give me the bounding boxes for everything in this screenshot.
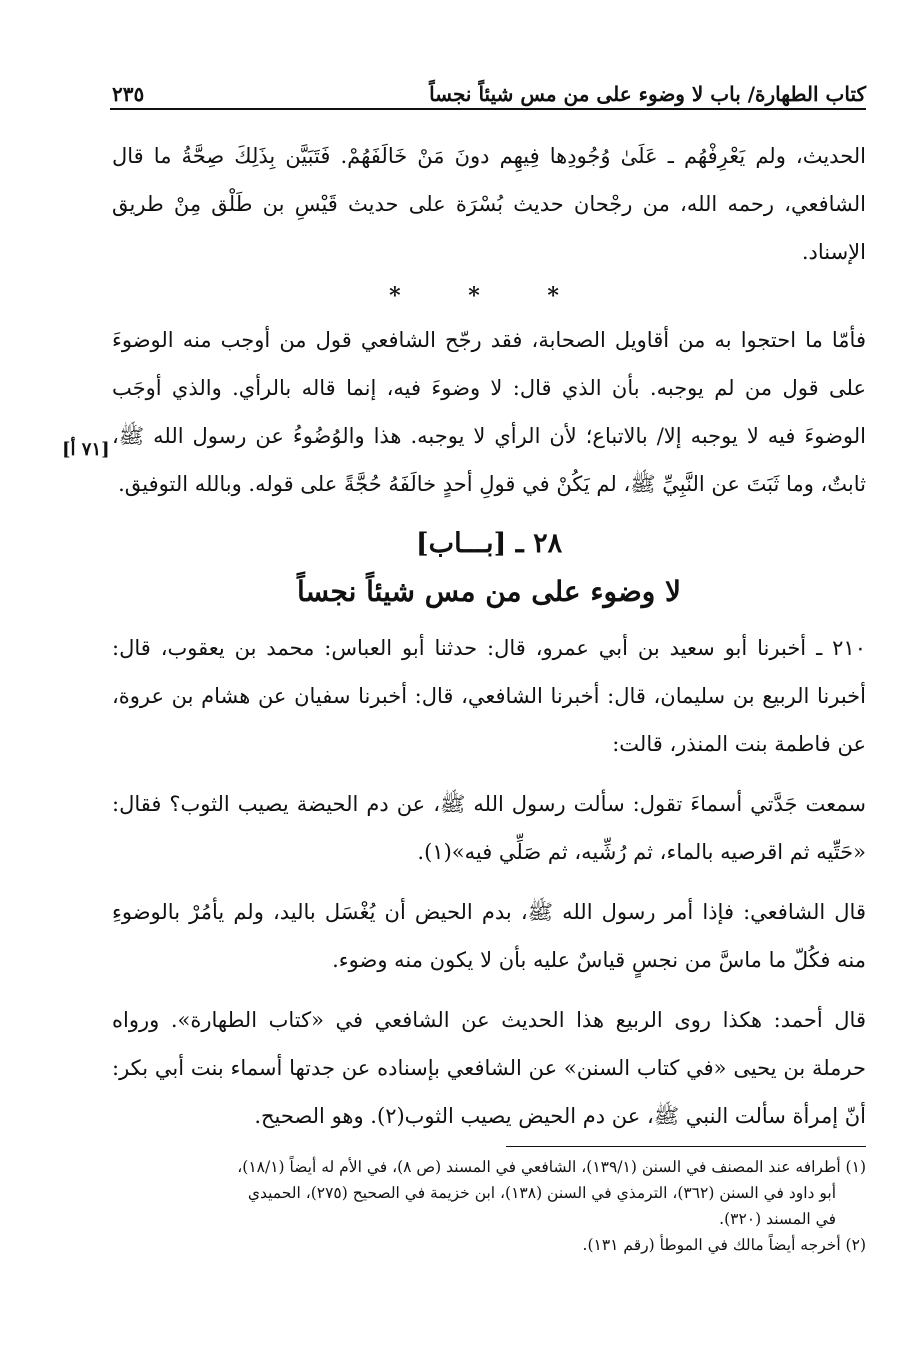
chapter-title: لا وضوء على من مس شيئاً نجساً — [297, 575, 681, 608]
page-number: ٢٣٥ — [112, 82, 145, 106]
running-header — [112, 66, 866, 106]
hadith-210-text: سمعت جَدَّتي أسماءَ تقول: سألت رسول الله ﷺ، عن دم الحيضة يصيب الثوب؟ فقال: «حَتِّيه ثم اقرصيه بالماء، ثم رُشِّيه، ثم صَلِّي فيه»(١). — [112, 792, 866, 864]
shafii-commentary: قال الشافعي: فإذا أمر رسول الله ﷺ، بدم الحيض أن يُغْسَل باليد، ولم يأمُرْ بالوضوءِ منه فكُلّ ما ماسَّ من نجسٍ قياسٌ عليه بأن لا يكون منه وضوء. — [112, 900, 866, 972]
footnote-1-line-2: أبو داود في السنن (٣٦٢)، الترمذي في السنن (١٣٨)، ابن خزيمة في الصحيح (٢٧٥)، الحميدي — [247, 1184, 836, 1202]
header-divider — [110, 108, 866, 110]
main-text — [112, 132, 866, 1140]
section-separator: * * * — [389, 283, 589, 309]
footnote-2: (٢) أخرجه أيضاً مالك في الموطأ (رقم ١٣١). — [582, 1236, 866, 1254]
paragraph-1: الحديث، ولم يَعْرِفْهُم ـ عَلَىٰ وُجُودِها فِيهِم دونَ مَنْ خَالَفَهُمْ. فَتَبَيَّن بِذَلِكَ صِحَّةُ ما قال الشافعي، رحمه الله، من رجْحان حديث بُسْرَة على حديث قَيْسِ بن طَلْق مِنْ طريق الإسناد. — [112, 144, 866, 264]
ahmad-commentary: قال أحمد: هكذا روى الربيع هذا الحديث عن الشافعي في «كتاب الطهارة». ورواه حرملة بن يحيى «في كتاب السنن» عن الشافعي بإسناده عن جدتها أسماء بنت أبي بكر: أنّ إمرأة سألت النبي ﷺ، عن دم الحيض يصيب الثوب(٢). وهو الصحيح. — [112, 1008, 866, 1128]
chapter-number: ٢٨ ـ [بـــاب] — [415, 528, 563, 559]
paragraph-2: فأمّا ما احتجوا به من أقاويل الصحابة، فقد رجّح الشافعي قول من أوجب منه الوضوءَ على قول من لم يوجبه. بأن الذي قال: لا وضوءَ فيه، إنما قاله بالرأي. والذي أوجَب الوضوءَ فيه لا يوجبه إلا/ بالاتباع؛ لأن الرأي لا يوجبه. هذا والوُضُوءُ عن رسول الله ﷺ، ثابتٌ، وما ثَبَتَ عن النَّبِيِّ ﷺ، لم يَكُنْ في قولِ أحدٍ خالَفَهُ حُجَّةً على قوله. وبالله التوفيق. — [112, 328, 866, 496]
footnote-1-line-1: (١) أطرافه عند المصنف في السنن (١٣٩/١)، الشافعي في المسند (ص ٨)، في الأم له أيضاً (١٨/١)، — [237, 1158, 866, 1176]
footnote-divider — [506, 1146, 866, 1147]
manuscript-folio-note: [٧١ أ] — [62, 439, 110, 460]
hadith-210-isnad: ٢١٠ ـ أخبرنا أبو سعيد بن أبي عمرو، قال: حدثنا أبو العباس: محمد بن يعقوب، قال: أخبرنا الربيع بن سليمان، قال: أخبرنا الشافعي، قال: أخبرنا سفيان عن هشام بن عروة، عن فاطمة بنت المنذر، قالت: — [112, 636, 866, 756]
footnotes — [112, 1154, 866, 1258]
header-title: كتاب الطهارة/ باب لا وضوء على من مس شيئاً نجساً — [429, 82, 866, 106]
footnote-1-line-3: في المسند (٣٢٠). — [719, 1210, 836, 1228]
